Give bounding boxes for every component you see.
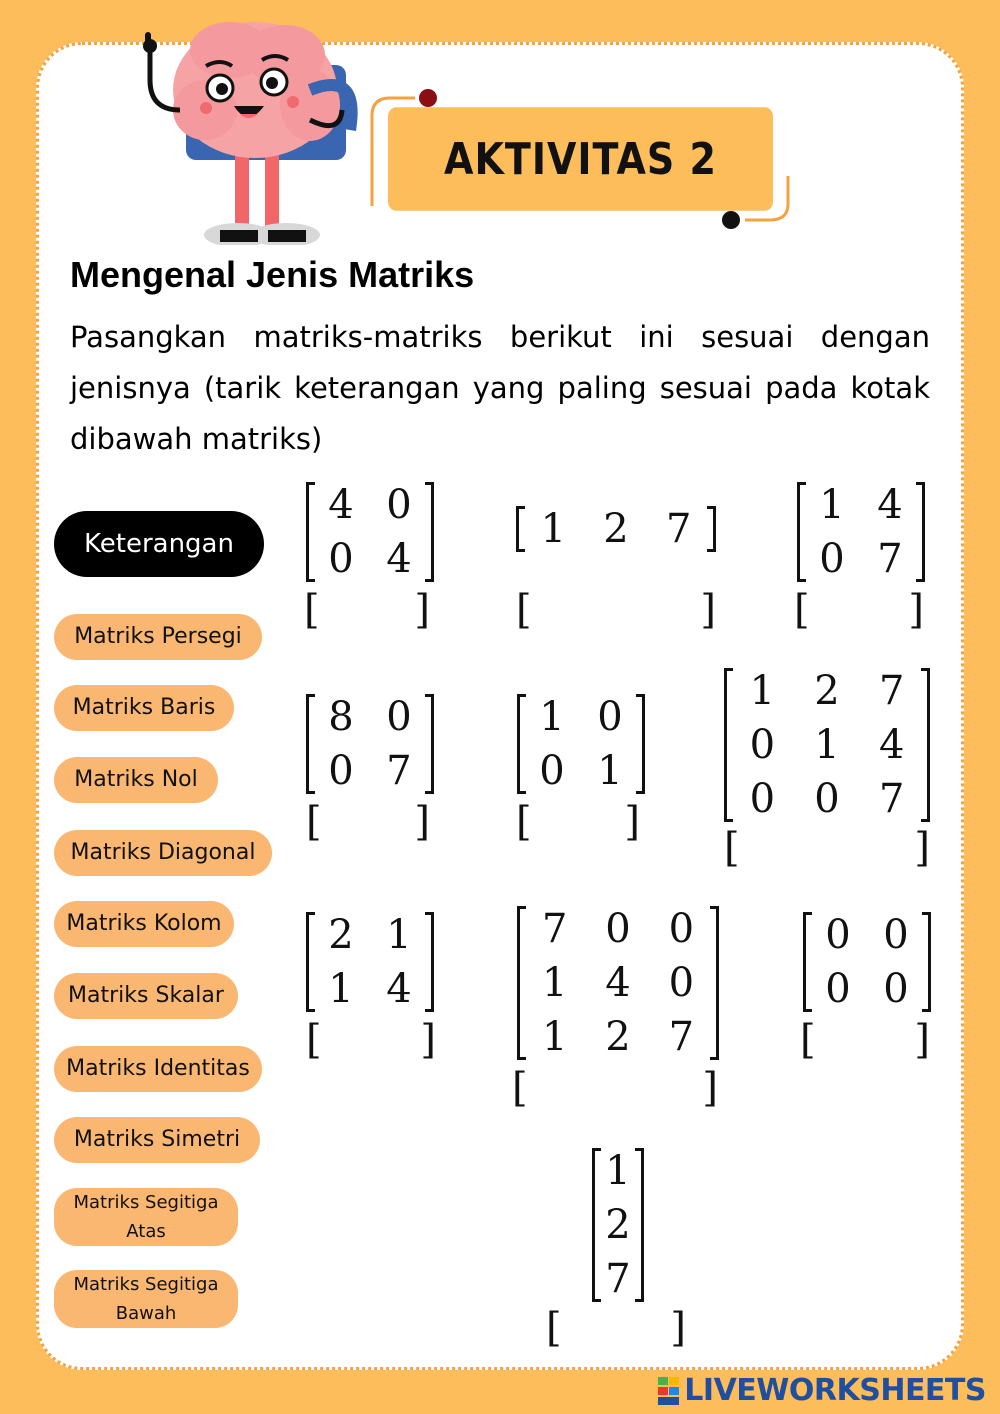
matrix-entry: 0 [386,482,412,528]
answer-box-close: ] [908,587,924,633]
matrix-row [312,478,428,532]
answer-box-close: ] [414,587,430,633]
answer-box-close: ] [670,1305,686,1351]
option-matriks-segitiga-bawah[interactable]: Matriks Segitiga Bawah [54,1270,238,1328]
matrix-entry: 7 [665,506,692,552]
keterangan-title [54,511,264,577]
answer-box-open: [ [800,1017,816,1063]
answer-box-5[interactable] [516,799,640,845]
matrix-entry: 2 [603,506,629,552]
matrix-right-bracket [707,506,716,552]
matrix-entry: 4 [878,722,905,768]
matrix-entry: 1 [541,960,568,1006]
liveworksheets-icon [658,1377,680,1405]
matrix-left-bracket [803,912,812,1012]
matrix-row [809,962,925,1016]
matrix-row [598,1144,638,1198]
matrix-right-bracket [425,482,434,582]
answer-box-1[interactable] [304,587,430,633]
matrix-right-bracket [425,912,434,1012]
answer-box-8[interactable] [512,1065,718,1111]
matrix-row [312,532,428,586]
matrix-10 [592,1144,644,1306]
matrix-3 [797,478,925,586]
matrix-2 [516,502,716,556]
option-matriks-nol[interactable]: Matriks Nol [54,757,218,803]
matrix-left-bracket [306,912,315,1012]
matrix-row [523,956,713,1010]
matrix-right-bracket [635,1148,644,1302]
matrix-row [523,690,639,744]
matrix-entry: 7 [878,668,905,714]
matrix-right-bracket [922,912,931,1012]
matrix-7 [306,908,434,1016]
brain-mascot-illustration [110,10,370,245]
matrix-row [312,690,428,744]
answer-box-open: [ [516,799,532,845]
answer-box-close: ] [414,799,430,845]
matrix-entry: 0 [825,912,851,958]
option-matriks-baris[interactable]: Matriks Baris [54,685,234,731]
matrix-entry: 7 [541,906,568,952]
liveworksheets-logo[interactable] [658,1373,986,1408]
answer-box-open: [ [512,1065,528,1111]
option-matriks-persegi[interactable]: Matriks Persegi [54,614,262,660]
matrix-row [809,908,925,962]
matrix-entry: 1 [539,694,565,740]
matrix-entry: 1 [541,1014,568,1060]
answer-box-9[interactable] [800,1017,930,1063]
matrix-right-bracket [636,694,645,794]
answer-box-2[interactable] [516,587,716,633]
answer-box-close: ] [702,1065,718,1111]
answer-box-3[interactable] [794,587,924,633]
matrix-left-bracket [306,482,315,582]
matrix-entry: 2 [605,1014,631,1060]
answer-box-4[interactable] [306,799,430,845]
activity-title-banner [388,107,773,211]
matrix-entry: 0 [328,536,354,582]
matrix-entry: 0 [825,966,851,1012]
matrix-entry: 0 [883,912,909,958]
matrix-entry: 8 [328,694,354,740]
matrix-entry: 1 [605,1148,631,1194]
matrix-entry: 4 [386,536,412,582]
matrix-row [523,744,639,798]
matrix-entry: 7 [605,1256,631,1302]
matrix-right-bracket [425,694,434,794]
option-matriks-segitiga-atas[interactable]: Matriks Segitiga Atas [54,1188,238,1246]
matrix-entry: 4 [328,482,354,528]
matrix-entry: 0 [814,776,840,822]
answer-box-close: ] [624,799,640,845]
matrix-entry: 4 [605,960,631,1006]
answer-box-6[interactable] [724,825,930,871]
option-matriks-diagonal[interactable]: Matriks Diagonal [54,830,272,876]
matrix-entry: 4 [386,966,412,1012]
matrix-entry: 2 [605,1202,631,1248]
answer-box-close: ] [700,587,716,633]
matrix-entry: 7 [386,748,412,794]
matrix-entry: 0 [597,694,623,740]
matrix-entry: 1 [540,506,567,552]
liveworksheets-brand-text: LIVEWORKSHEETS [684,1373,986,1408]
answer-box-open: [ [794,587,810,633]
matrix-entry: 0 [749,722,776,768]
matrix-entry: 4 [877,482,903,528]
matrix-entry: 2 [814,668,840,714]
matrix-row [312,908,428,962]
matrix-row [730,664,924,718]
matrix-6 [724,664,930,826]
matrix-row [522,502,710,556]
option-matriks-kolom[interactable]: Matriks Kolom [54,901,234,947]
option-matriks-skalar[interactable]: Matriks Skalar [54,973,238,1019]
matrix-entry: 0 [668,960,695,1006]
matrix-left-bracket [592,1148,601,1302]
matrix-entry: 7 [668,1014,695,1060]
matrix-entry: 7 [878,776,905,822]
matrix-entry: 1 [328,966,354,1012]
matrix-9 [803,908,931,1016]
matrix-8 [517,902,719,1064]
answer-box-open: [ [516,587,532,633]
matrix-row [312,962,428,1016]
matrix-left-bracket [517,906,526,1060]
matrix-entry: 2 [328,912,354,958]
matrix-left-bracket [797,482,806,582]
answer-box-open: [ [724,825,740,871]
matrix-entry: 1 [814,722,840,768]
matrix-entry: 7 [877,536,903,582]
matrix-entry: 0 [386,694,412,740]
answer-box-open: [ [306,1017,322,1063]
matrix-entry: 0 [883,966,909,1012]
matrix-left-bracket [517,694,526,794]
matrix-right-bracket [916,482,925,582]
page-heading: Mengenal Jenis Matriks [70,254,475,295]
keterangan-title-label: Keterangan [84,529,234,559]
matrix-entry: 0 [668,906,695,952]
matrix-left-bracket [306,694,315,794]
matrix-entry: 1 [819,482,845,528]
matrix-right-bracket [710,906,719,1060]
activity-title: AKTIVITAS 2 [444,133,717,185]
matrix-entry: 0 [749,776,776,822]
matrix-5 [517,690,645,798]
matrix-4 [306,690,434,798]
matrix-row [598,1252,638,1306]
answer-box-close: ] [914,825,930,871]
answer-box-10[interactable] [546,1305,686,1351]
answer-box-open: [ [304,587,320,633]
matrix-entry: 0 [605,906,631,952]
matrix-entry: 0 [328,748,354,794]
answer-box-7[interactable] [306,1017,436,1063]
answer-box-close: ] [914,1017,930,1063]
matrix-row [730,772,924,826]
matrix-left-bracket [724,668,733,822]
instructions-text: Pasangkan matriks-matriks berikut ini sesuai dengan jenisnya (tarik keterangan yang paling sesuai pada kotak dibawah matriks) [70,320,930,456]
matrix-entry: 0 [819,536,845,582]
matrix-entry: 0 [539,748,565,794]
matrix-row [803,478,919,532]
matrix-entry: 1 [749,668,776,714]
matrix-row [523,1010,713,1064]
option-matriks-identitas[interactable]: Matriks Identitas [54,1046,262,1092]
option-matriks-simetri[interactable]: Matriks Simetri [54,1117,260,1163]
answer-box-close: ] [420,1017,436,1063]
matrix-right-bracket [921,668,930,822]
matrix-entry: 1 [386,912,412,958]
matrix-1 [306,478,434,586]
matrix-left-bracket [516,506,525,552]
matrix-row [312,744,428,798]
matrix-row [730,718,924,772]
answer-box-open: [ [306,799,322,845]
matrix-entry: 1 [597,748,623,794]
matrix-row [803,532,919,586]
matrix-row [523,902,713,956]
answer-box-open: [ [546,1305,562,1351]
matrix-row [598,1198,638,1252]
